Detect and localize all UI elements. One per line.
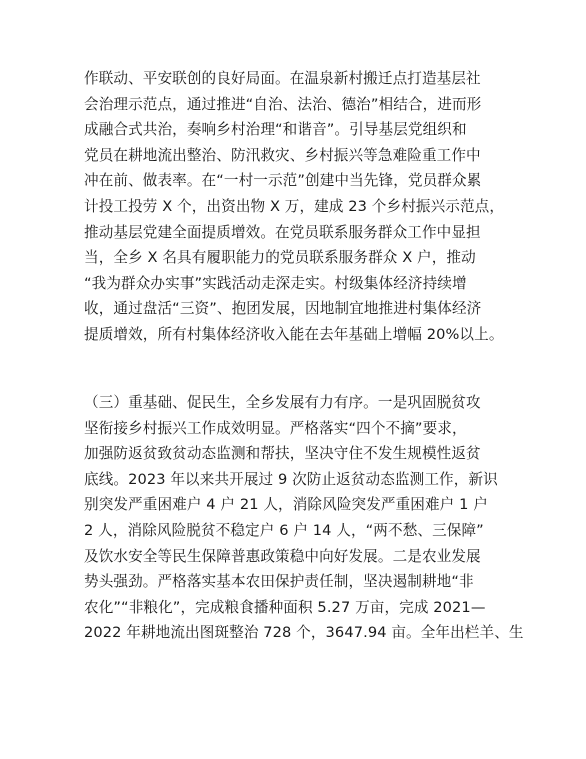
- text-line: 加强防返贫致贫动态监测和帮扶，坚决守住不发生规模性返贫: [84, 445, 481, 463]
- text-line: 冲在前、做表率。在“一村一示范”创建中当先锋，党员群众累: [84, 172, 482, 190]
- text-line: 党员在耕地流出整治、防汛救灾、乡村振兴等急难险重工作中: [84, 146, 481, 164]
- text-line: 底线。2023 年以来共开展过 9 次防止返贫动态监测工作，新识: [84, 470, 498, 488]
- paragraph-2: [84, 390, 524, 646]
- text-line: （三）重基础、促民生，全乡发展有力有序。一是巩固脱贫攻: [84, 394, 481, 411]
- text-line: 2022 年耕地流出图斑整治 728 个，3647.94 亩。全年出栏羊、生: [84, 624, 524, 642]
- paragraph-1: [84, 66, 524, 348]
- text-line: 成融合式共治，奏响乡村治理“和谐音”。引导基层党组织和: [84, 121, 467, 139]
- text-line: 当，全乡 X 名具有履职能力的党员联系服务群众 X 户，推动: [84, 249, 476, 267]
- text-line: 收，通过盘活“三资”、抱团发展，因地制宜地推进村集体经济: [84, 300, 482, 318]
- text-line: 及饮水安全等民生保障普惠政策稳中向好发展。二是农业发展: [84, 547, 481, 565]
- text-line: 推动基层党建全面提质增效。在党员联系服务群众工作中显担: [84, 223, 481, 241]
- text-line: 势头强劲。严格落实基本农田保护责任制，坚决遏制耕地“非: [84, 573, 474, 591]
- text-line: 坚衔接乡村振兴工作成效明显。严格落实“四个不摘”要求，: [84, 419, 467, 437]
- text-line: “我为群众办实事”实践活动走深走实。村级集体经济持续增: [84, 274, 467, 292]
- text-line: 2 人，消除风险脱贫不稳定户 6 户 14 人，“两不愁、三保障”: [84, 521, 484, 539]
- text-line: 提质增效，所有村集体经济收入能在去年基础上增幅 20%以上。: [84, 325, 504, 343]
- text-line: 作联动、平安联创的良好局面。在温泉新村搬迁点打造基层社: [84, 70, 481, 87]
- text-line: 农化”“非粮化”，完成粮食播种面积 5.27 万亩，完成 2021—: [84, 598, 486, 616]
- text-line: 会治理示范点，通过推进“自治、法治、德治”相结合，进而形: [84, 95, 482, 113]
- text-line: 别突发严重困难户 4 户 21 人，消除风险突发严重困难户 1 户: [84, 496, 488, 514]
- text-line: 计投工投劳 X 个，出资出物 X 万，建成 23 个乡村振兴示范点，: [84, 197, 505, 215]
